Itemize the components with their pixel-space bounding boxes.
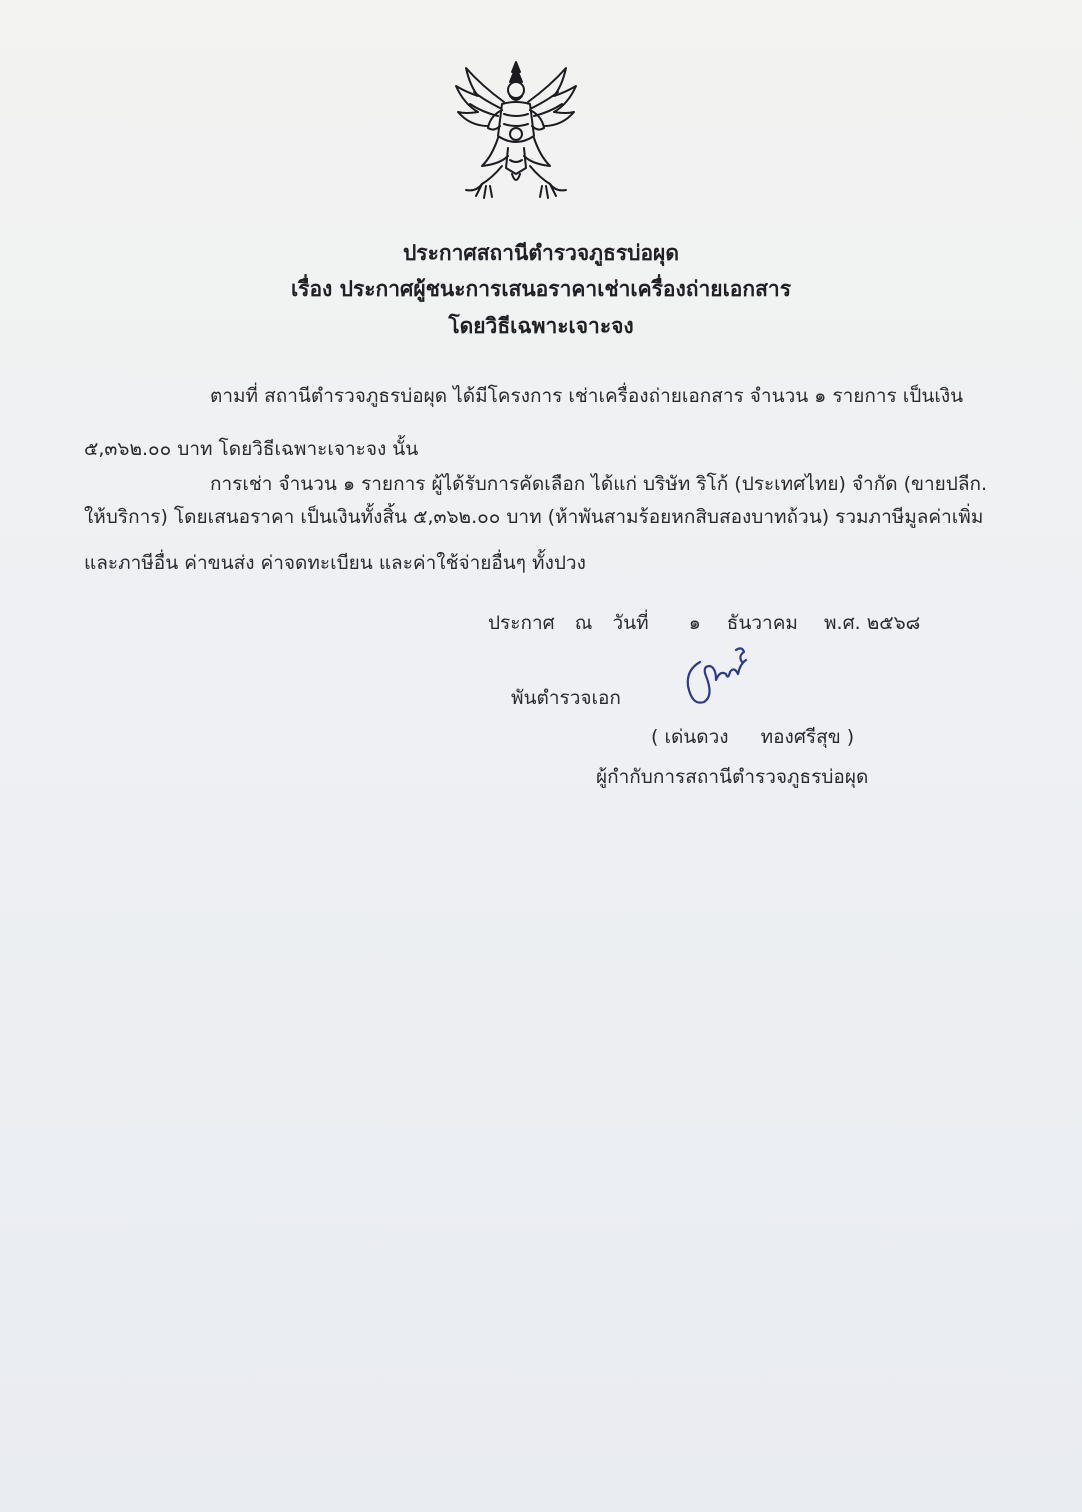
date-year: พ.ศ. ๒๕๖๘	[824, 612, 921, 634]
garuda-emblem-icon	[452, 56, 580, 202]
paragraph-2-line-3: และภาษีอื่น ค่าขนส่ง ค่าจดทะเบียน และค่าใช้จ่ายอื่นๆ ทั้งปวง	[84, 552, 586, 574]
paragraph-2-line-2: ให้บริการ) โดยเสนอราคา เป็นเงินทั้งสิ้น ๕,๓๖๒.๐๐ บาท (ห้าพันสามร้อยหกสิบสองบาทถ้วน) รวมภาษีมูลค่าเพิ่ม	[84, 506, 984, 528]
name-open-paren: (	[651, 726, 659, 748]
paragraph-2-line-1: การเช่า จำนวน ๑ รายการ ผู้ได้รับการคัดเลือก ได้แก่ บริษัท ริโก้ (ประเทศไทย) จำกัด (ขายปลีก.	[210, 473, 988, 495]
date-prefix: ประกาศ	[488, 612, 555, 634]
announcement-title: ประกาศสถานีตำรวจภูธรบ่อผุด	[402, 241, 680, 265]
signatory-first-name: เด่นดวง	[664, 726, 729, 748]
date-day: ๑	[688, 612, 701, 634]
paragraph-1-line-1: ตามที่ สถานีตำรวจภูธรบ่อผุด ได้มีโครงการ เช่าเครื่องถ่ายเอกสาร จำนวน ๑ รายการ เป็นเงิน	[210, 385, 964, 407]
date-day-label: วันที่	[612, 612, 649, 634]
signatory-rank: พันตำรวจเอก	[511, 687, 621, 709]
signatory-last-name: ทองศรีสุข	[760, 726, 841, 748]
handwritten-signature	[680, 640, 752, 710]
signatory-position: ผู้กำกับการสถานีตำรวจภูธรบ่อผุด	[596, 766, 869, 788]
date-month: ธันวาคม	[726, 612, 798, 634]
announcement-date	[488, 608, 920, 638]
name-close-paren: )	[846, 726, 855, 748]
signatory-name	[651, 722, 854, 752]
date-na: ณ	[574, 612, 593, 634]
announcement-method: โดยวิธีเฉพาะเจาะจง	[448, 314, 634, 338]
announcement-subject: เรื่อง ประกาศผู้ชนะการเสนอราคาเช่าเครื่องถ่ายเอกสาร	[290, 277, 791, 301]
paragraph-1-line-2: ๕,๓๖๒.๐๐ บาท โดยวิธีเฉพาะเจาะจง นั้น	[84, 438, 419, 460]
